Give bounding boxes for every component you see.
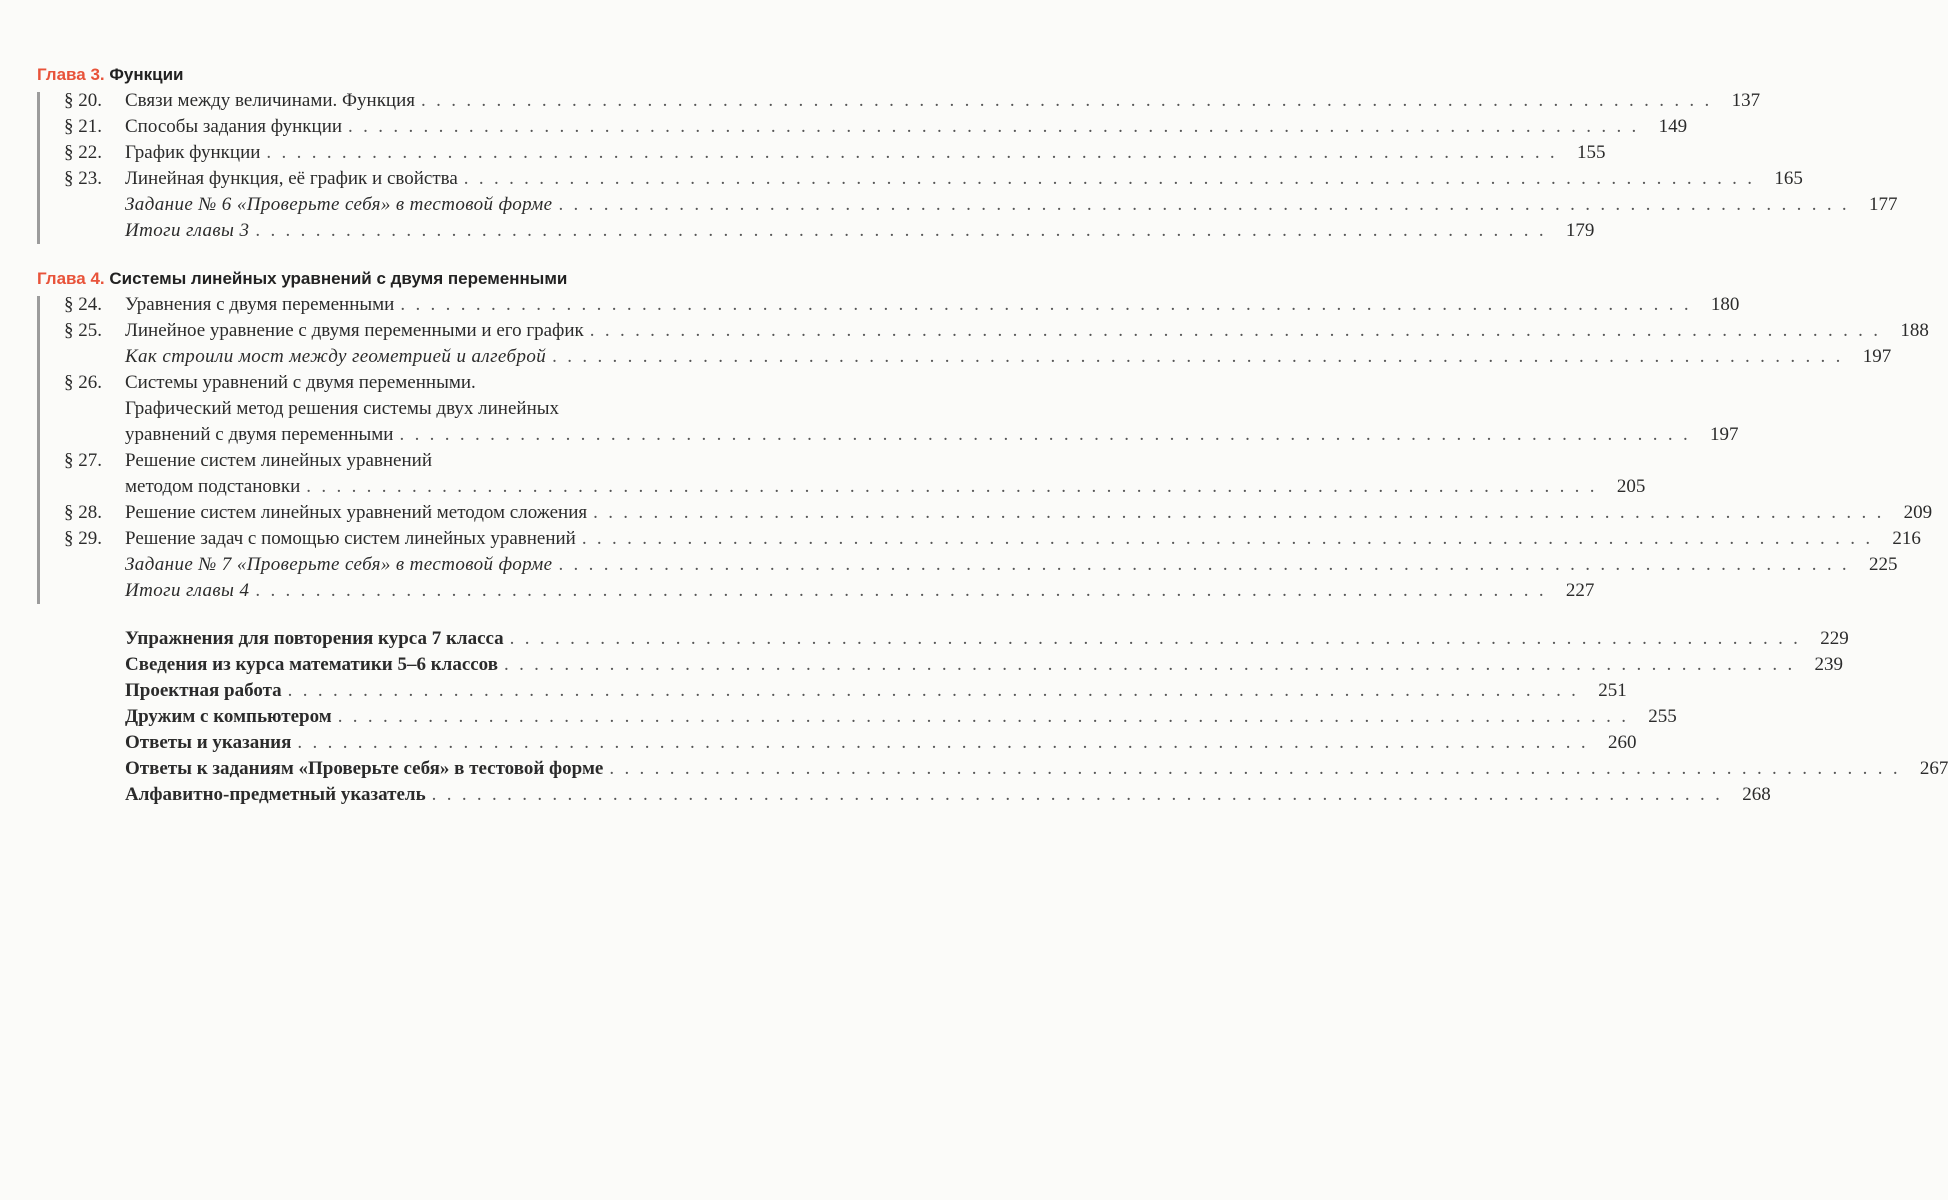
entry-title: Сведения из курса математики 5–6 классов — [125, 654, 498, 675]
dot-leader — [297, 730, 1588, 756]
section-number: § 25. — [64, 320, 102, 341]
chapter-3-label: Глава 3. — [37, 65, 105, 84]
toc-entry-24[interactable] — [37, 292, 1740, 318]
entry-title: Упражнения для повторения курса 7 класса — [125, 628, 504, 649]
page-number: 179 — [1565, 220, 1595, 241]
toc-entry-29[interactable] — [37, 526, 1921, 552]
page-number: 177 — [1869, 194, 1898, 215]
dot-leader — [255, 218, 1546, 244]
dot-leader — [593, 500, 1884, 526]
toc-entry-test-7[interactable] — [37, 552, 1898, 578]
chapter-4-heading — [37, 266, 817, 292]
dot-leader — [266, 140, 1557, 166]
toc-entry-20[interactable] — [37, 88, 1761, 114]
dot-leader — [464, 166, 1755, 192]
section-number: § 21. — [64, 116, 102, 137]
chapter-4-label: Глава 4. — [37, 269, 105, 288]
toc-entry-25[interactable] — [37, 318, 1929, 344]
section-number: § 23. — [64, 168, 102, 189]
page-number: 149 — [1658, 116, 1688, 137]
page-number: 268 — [1742, 784, 1771, 805]
entry-title: Линейное уравнение с двумя переменными и его график — [125, 320, 584, 341]
section-number: § 20. — [64, 90, 102, 111]
dot-leader — [558, 192, 1849, 218]
section-number: § 28. — [64, 502, 102, 523]
section-number: § 26. — [64, 372, 102, 393]
toc-entry-test-6[interactable] — [37, 192, 1898, 218]
toc-entry-26[interactable] — [37, 370, 1739, 448]
toc-entry-22[interactable] — [37, 140, 1606, 166]
dot-leader — [338, 704, 1629, 730]
entry-title: Дружим с компьютером — [125, 706, 332, 727]
entry-title: Линейная функция, её график и свойства — [125, 168, 458, 189]
table-of-contents — [37, 62, 1948, 808]
dot-leader — [582, 526, 1873, 552]
entry-title: Ответы и указания — [125, 732, 292, 753]
dot-leader — [504, 652, 1795, 678]
page-number: 165 — [1774, 168, 1803, 189]
toc-entry-computer[interactable] — [37, 704, 1677, 730]
section-number: § 22. — [64, 142, 102, 163]
toc-entry-project[interactable] — [37, 678, 1627, 704]
entry-title: Ответы к заданиям «Проверьте себя» в тестовой форме — [125, 758, 604, 779]
page-number: 225 — [1869, 554, 1898, 575]
back-matter — [37, 626, 1948, 808]
chapter-4-title: Системы линейных уравнений с двумя переменными — [109, 269, 568, 288]
dot-leader — [421, 88, 1712, 114]
page-number: 260 — [1607, 732, 1637, 753]
toc-entry-28[interactable] — [37, 500, 1933, 526]
toc-entry-21[interactable] — [37, 114, 1688, 140]
dot-leader — [255, 578, 1546, 604]
dot-leader — [399, 422, 1690, 448]
page-number: 197 — [1862, 346, 1892, 367]
toc-entry-index[interactable] — [37, 782, 1771, 808]
entry-title: Связи между величинами. Функция — [125, 90, 416, 111]
toc-entry-summary-4[interactable] — [37, 578, 1595, 604]
dot-leader — [306, 474, 1597, 500]
page-number: 216 — [1892, 528, 1921, 549]
dot-leader — [609, 756, 1900, 782]
section-number: § 29. — [64, 528, 102, 549]
entry-title: Задание № 7 «Проверьте себя» в тестовой форме — [125, 554, 553, 575]
toc-entry-summary-3[interactable] — [37, 218, 1595, 244]
dot-leader — [348, 114, 1639, 140]
entry-title-line: Системы уравнений с двумя переменными. — [125, 372, 476, 393]
page-number: 229 — [1820, 628, 1849, 649]
entry-title: Решение задач с помощью систем линейных уравнений — [125, 528, 576, 549]
page-number: 267 — [1919, 758, 1948, 779]
dot-leader — [400, 292, 1691, 318]
entry-title-line: Решение систем линейных уравнений — [125, 450, 432, 471]
page-number: 137 — [1731, 90, 1761, 111]
page-number: 227 — [1565, 580, 1595, 601]
page-number: 239 — [1814, 654, 1844, 675]
entry-title: Задание № 6 «Проверьте себя» в тестовой форме — [125, 194, 553, 215]
chapter-3-title: Функции — [109, 65, 184, 84]
page-number: 197 — [1710, 424, 1739, 445]
entry-title: Проектная работа — [125, 680, 282, 701]
entry-title: График функции — [125, 142, 261, 163]
dot-leader — [288, 678, 1579, 704]
entry-title: Алфавитно-предметный указатель — [125, 784, 426, 805]
entry-title-line: Графический метод решения системы двух линейных — [125, 398, 560, 419]
section-number: § 27. — [64, 450, 102, 471]
entry-title: Решение систем линейных уравнений методом сложения — [125, 502, 588, 523]
toc-entry-math-5-6[interactable] — [37, 652, 1844, 678]
section-number: § 24. — [64, 294, 102, 315]
chapter-4 — [37, 266, 1933, 604]
dot-leader — [510, 626, 1801, 652]
entry-title: Как строили мост между геометрией и алгеброй — [125, 346, 547, 367]
toc-entry-27[interactable] — [37, 448, 1646, 500]
page-number: 255 — [1648, 706, 1677, 727]
dot-leader — [552, 344, 1843, 370]
page-number: 209 — [1903, 502, 1933, 523]
page-number: 188 — [1900, 320, 1929, 341]
dot-leader — [432, 782, 1723, 808]
entry-title: уравнений с двумя переменными — [125, 424, 394, 445]
entry-title: Итоги главы 4 — [125, 580, 250, 601]
chapter-3-heading — [37, 62, 817, 88]
toc-entry-answers[interactable] — [37, 730, 1637, 756]
toc-entry-exercises[interactable] — [37, 626, 1849, 652]
entry-title: методом подстановки — [125, 476, 301, 497]
page-number: 205 — [1616, 476, 1646, 497]
chapter-3 — [37, 62, 1898, 244]
page-number: 251 — [1598, 680, 1627, 701]
toc-entry-23[interactable] — [37, 166, 1803, 192]
dot-leader — [590, 318, 1881, 344]
entry-title: Способы задания функции — [125, 116, 343, 137]
entry-title: Итоги главы 3 — [125, 220, 250, 241]
page-number: 180 — [1710, 294, 1740, 315]
toc-entry-test-answers[interactable] — [37, 756, 1948, 782]
page-number: 155 — [1576, 142, 1606, 163]
toc-entry-bridge[interactable] — [37, 344, 1892, 370]
dot-leader — [558, 552, 1849, 578]
entry-title: Уравнения с двумя переменными — [125, 294, 395, 315]
